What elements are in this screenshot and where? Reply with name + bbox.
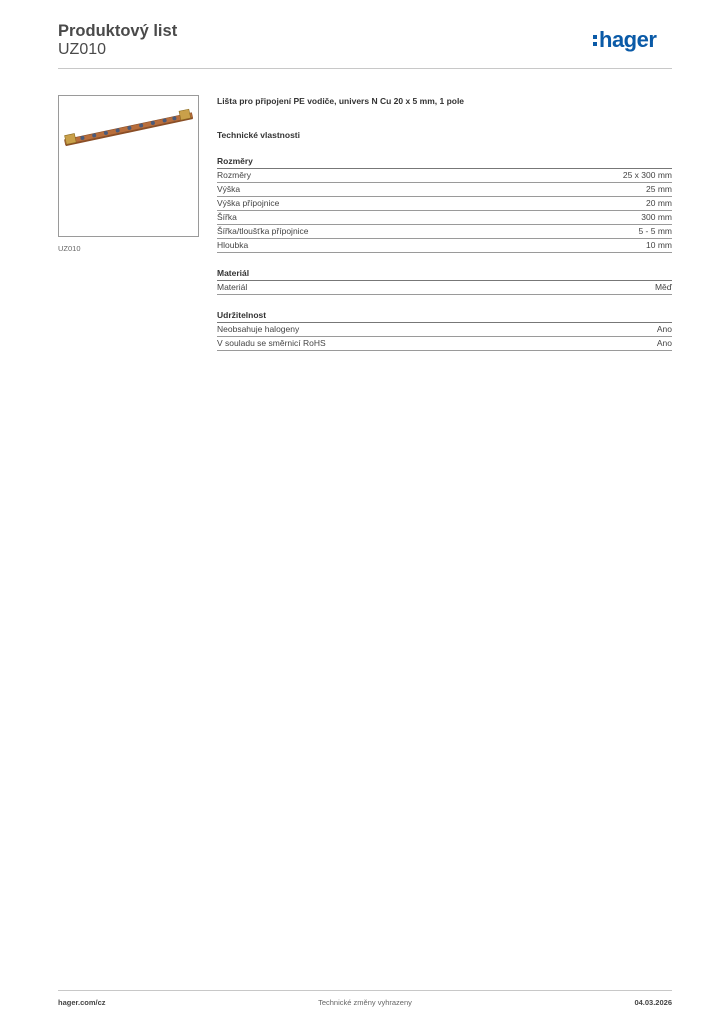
spec-value: 20 mm (646, 198, 672, 208)
spec-value: 5 - 5 mm (638, 226, 672, 236)
section-title: Rozměry (217, 155, 672, 169)
spec-row (217, 169, 672, 183)
spec-label: Hloubka (217, 240, 249, 250)
section-dimensions (217, 155, 672, 253)
spec-value: 300 mm (641, 212, 672, 222)
spec-value: Ano (656, 338, 672, 348)
spec-label: Materiál (217, 282, 248, 292)
section-material (217, 267, 672, 295)
image-caption: UZ010 (58, 244, 81, 253)
spec-value: Měď (654, 282, 672, 292)
hager-logo (592, 26, 672, 54)
footer-date: 04.03.2026 (634, 998, 672, 1007)
section-title: Materiál (217, 267, 672, 281)
spec-label: Šířka/tloušťka přípojnice (217, 226, 309, 236)
spec-row (217, 225, 672, 239)
page-header (58, 20, 672, 68)
header-divider (58, 68, 672, 69)
section-title: Udržitelnost (217, 309, 672, 323)
spec-row (217, 211, 672, 225)
footer-divider (58, 990, 672, 991)
product-description: Lišta pro připojení PE vodiče, univers N Cu 20 x 5 mm, 1 pole (217, 96, 465, 106)
spec-row (217, 197, 672, 211)
spec-label: Neobsahuje halogeny (217, 324, 300, 334)
spec-value: 25 mm (646, 184, 672, 194)
spec-row (217, 183, 672, 197)
website-link[interactable]: hager.com/cz (58, 998, 106, 1007)
spec-row (217, 337, 672, 351)
product-code: UZ010 (58, 41, 107, 58)
svg-text:hager: hager (599, 27, 657, 52)
product-details (217, 95, 672, 351)
spec-value: 10 mm (646, 240, 672, 250)
spec-value: Ano (656, 324, 672, 334)
document-title: Produktový list (58, 22, 178, 40)
technical-properties-heading: Technické vlastnosti (217, 130, 300, 140)
spec-label: Výška přípojnice (217, 198, 280, 208)
footer-disclaimer: Technické změny vyhrazeny (318, 998, 412, 1007)
section-sustainability (217, 309, 672, 351)
product-image (58, 95, 199, 237)
spec-value: 25 x 300 mm (622, 170, 672, 180)
spec-row (217, 239, 672, 253)
spec-row (217, 281, 672, 295)
spec-label: Výška (217, 184, 241, 194)
spec-row (217, 323, 672, 337)
spec-label: Šířka (217, 212, 237, 222)
spec-label: Rozměry (217, 170, 252, 180)
busbar-illustration (59, 96, 198, 236)
spec-label: V souladu se směrnicí RoHS (217, 338, 326, 348)
